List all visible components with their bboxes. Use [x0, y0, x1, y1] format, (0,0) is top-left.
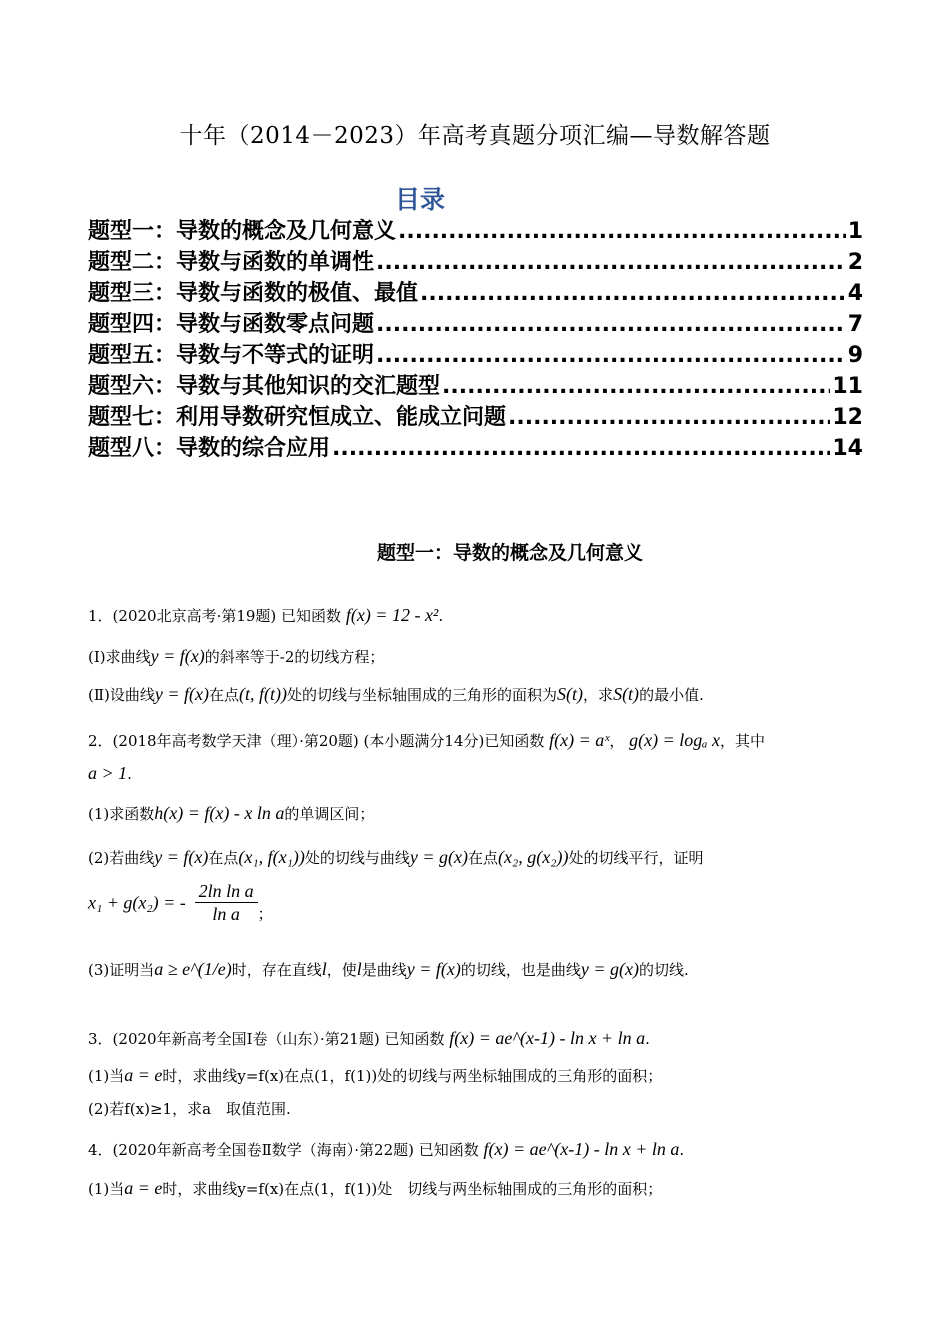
problem-2-question-1: (1)求函数h(x) = f(x) - x ln a的单调区间； [88, 803, 375, 823]
math-formula: (x₁, f(x₁)) [238, 847, 305, 867]
document-title: 十年（2014－2023）年高考真题分项汇编—导数解答题 [179, 123, 771, 149]
toc-item-label: 题型五：导数与不等式的证明 [88, 343, 375, 368]
math-formula: f(x) = ae^(x-1) - ln x + ln a [449, 1028, 646, 1048]
math-formula: h(x) = f(x) - x ln a [154, 803, 285, 823]
toc-item-label: 题型四：导数与函数零点问题 [88, 312, 375, 337]
problem-3-question-1: (1)当a = e时，求曲线y=f(x)在点(1，f(1))处的切线与两坐标轴围成的三角形的面积； [88, 1065, 663, 1085]
toc-leader [398, 219, 846, 244]
math-formula: x₁ + g(x₂) = - [88, 892, 186, 913]
toc-item-page: 4 [847, 281, 863, 306]
math-formula: S(t) [613, 684, 640, 704]
problem-2-condition: a > 1. [88, 763, 132, 783]
math-formula: y = f(x) [406, 959, 461, 979]
toc-item-label: 题型一：导数的概念及几何意义 [88, 219, 397, 244]
math-formula: (x₂, g(x₂)) [498, 847, 569, 867]
problem-2-question-3: (3)证明当a ≥ e^(1/e)时，存在直线l，使l是曲线y = f(x)的切线，也是曲线y = g(x)的切线. [88, 959, 689, 979]
problem-2-question-2: (2)若曲线y = f(x)在点(x₁, f(x₁))处的切线与曲线y = g(x)在点(x₂, g(x₂))处的切线平行，证明 [88, 847, 704, 867]
math-formula: S(t) [557, 684, 584, 704]
math-formula: a ≥ e^(1/e) [154, 959, 232, 979]
math-formula: a > 1 [88, 763, 128, 783]
problem-1-part-2: (Ⅱ)设曲线y = f(x)在点(t, f(t))处的切线与坐标轴围成的三角形的面积为S(t)，求S(t)的最小值. [88, 684, 704, 704]
toc-item-page: 1 [847, 219, 863, 244]
toc-item[interactable] [88, 214, 863, 245]
toc-heading: 目录 [394, 185, 445, 214]
toc-leader [376, 343, 846, 368]
math-formula: (t, f(t)) [239, 684, 288, 704]
math-formula: a = e [124, 1178, 163, 1198]
fraction-denominator: ln a [212, 904, 240, 924]
fraction-numerator: 2ln ln a [195, 880, 258, 903]
toc-item-label: 题型六：导数与其他知识的交汇题型 [88, 374, 441, 399]
toc-item[interactable] [88, 276, 863, 307]
math-formula: y = f(x) [154, 684, 210, 704]
problem-4-stem: 4．(2020年新高考全国卷Ⅱ数学（海南）·第22题) 已知函数 f(x) = ae^(x-1) - ln x + ln a. [88, 1139, 685, 1159]
toc-item[interactable] [88, 338, 863, 369]
table-of-contents [88, 214, 863, 462]
math-formula: g(x) = logₐ x [629, 730, 721, 750]
toc-item-label: 题型三：导数与函数的极值、最值 [88, 281, 419, 306]
math-formula: y = f(x) [150, 646, 205, 666]
toc-leader [442, 374, 830, 399]
toc-leader [376, 250, 846, 275]
math-formula: l [356, 959, 362, 979]
problem-3-question-2: (2)若f(x)≥1，求a 取值范围. [88, 1100, 291, 1118]
toc-item-page: 2 [847, 250, 863, 275]
toc-item[interactable] [88, 400, 863, 431]
toc-leader [508, 405, 830, 430]
problem-3-stem: 3．(2020年新高考全国Ⅰ卷（山东）·第21题) 已知函数 f(x) = ae^(x-1) - ln x + ln a. [88, 1028, 650, 1048]
math-formula: l [321, 959, 327, 979]
math-formula: y = g(x) [409, 847, 469, 867]
toc-item-page: 11 [832, 374, 863, 399]
math-formula: y = g(x) [580, 959, 640, 979]
toc-leader [420, 281, 846, 306]
problem-4-question-1: (1)当a = e时，求曲线y=f(x)在点(1，f(1))处 切线与两坐标轴围成的三角形的面积； [88, 1178, 663, 1198]
math-formula: f(x) = aˣ [549, 730, 610, 750]
toc-item[interactable] [88, 245, 863, 276]
toc-item-label: 题型二：导数与函数的单调性 [88, 250, 375, 275]
problem-2-proof-formula: x₁ + g(x₂) = - $\frac{\text{2ln ln a}}{\text{ln a}}$ ； [88, 881, 273, 924]
toc-leader [376, 312, 846, 337]
problem-1-stem: 1．(2020北京高考·第19题) 已知函数 f(x) = 12 - x². [88, 605, 444, 625]
toc-item-page: 14 [832, 436, 863, 461]
toc-leader [332, 436, 830, 461]
math-formula: f(x) = ae^(x-1) - ln x + ln a [483, 1139, 680, 1159]
toc-item-page: 12 [832, 405, 863, 430]
section-title: 题型一：导数的概念及几何意义 [376, 542, 643, 564]
toc-item-page: 9 [847, 343, 863, 368]
problem-1-part-1: (Ⅰ)求曲线y = f(x)的斜率等于-2的切线方程； [88, 646, 385, 666]
fraction [195, 880, 258, 925]
math-formula: a = e [124, 1065, 163, 1085]
math-formula: y = f(x) [154, 847, 209, 867]
toc-item[interactable] [88, 369, 863, 400]
toc-item[interactable] [88, 431, 863, 462]
math-formula: f(x) = 12 - x² [345, 605, 439, 625]
problem-2-stem: 2．(2018年高考数学天津（理）·第20题) (本小题满分14分)已知函数 f(x) = aˣ， g(x) = logₐ x，其中 [88, 730, 766, 750]
toc-item-page: 7 [847, 312, 863, 337]
toc-item[interactable] [88, 307, 863, 338]
toc-item-label: 题型八：导数的综合应用 [88, 436, 331, 461]
toc-item-label: 题型七：利用导数研究恒成立、能成立问题 [88, 405, 507, 430]
